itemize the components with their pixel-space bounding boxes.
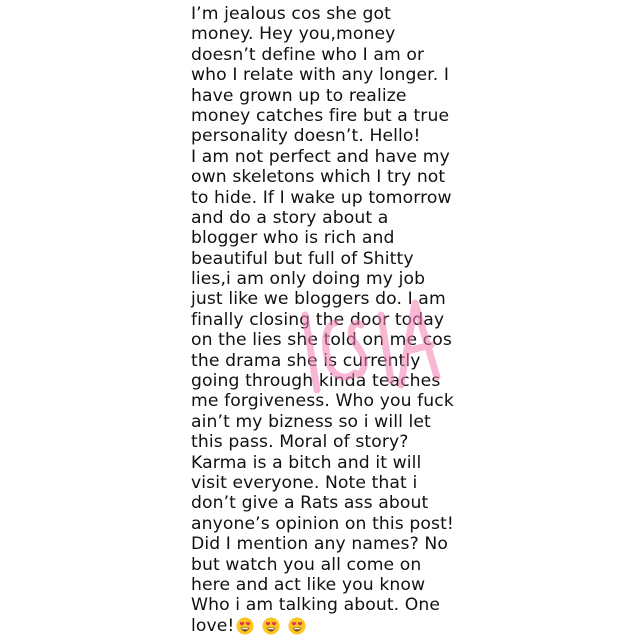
post-line: Did I mention any names? No [191, 534, 448, 555]
emoji-row [236, 617, 306, 635]
post-line: lies,i am only doing my job [191, 269, 426, 290]
post-line: the drama she is currently [191, 350, 421, 371]
post-line: ain’t my bizness so i will let [191, 411, 431, 432]
heart-eyes-emoji-icon [262, 617, 280, 635]
post-line-last-text: love! [191, 615, 235, 636]
post-line: going through kinda teaches [191, 371, 441, 392]
post-text [191, 4, 461, 636]
post-line: Who i am talking about. One [191, 595, 441, 616]
post-line: this pass. Moral of story? [191, 432, 409, 453]
post-line: I am not perfect and have my [191, 146, 450, 167]
post-line: just like we bloggers do. I am [191, 289, 446, 310]
post-line: personality doesn’t. Hello! [191, 126, 421, 147]
post-line: who I relate with any longer. I [191, 65, 450, 86]
post-line: money catches fire but a true [191, 105, 450, 126]
post-line: visit everyone. Note that i [191, 472, 418, 493]
post-line: Karma is a bitch and it will [191, 452, 422, 473]
post-line: me forgiveness. Who you fuck [191, 391, 454, 412]
post-line: on the lies she told on me cos [191, 330, 452, 351]
post-line: to hide. If I wake up tomorrow [191, 187, 452, 208]
post-line: own skeletons which I try not [191, 167, 446, 188]
post-line: money. Hey you,money [191, 24, 396, 45]
post-line: I’m jealous cos she got [191, 4, 391, 24]
heart-eyes-emoji-icon [288, 617, 306, 635]
post-line: here and act like you know [191, 574, 426, 595]
post-line: have grown up to realize [191, 85, 407, 106]
post-line: blogger who is rich and [191, 228, 395, 249]
post-line: beautiful but full of Shitty [191, 248, 414, 269]
post-line: don’t give a Rats ass about [191, 493, 429, 514]
post-line: but watch you all come on [191, 554, 422, 575]
post-line: and do a story about a [191, 207, 389, 228]
post-line: doesn’t define who I am or [191, 44, 425, 65]
heart-eyes-emoji-icon [236, 617, 254, 635]
post-line-last [191, 616, 461, 636]
post-line: finally closing the door today [191, 309, 445, 330]
post-line: anyone’s opinion on this post! [191, 513, 454, 534]
